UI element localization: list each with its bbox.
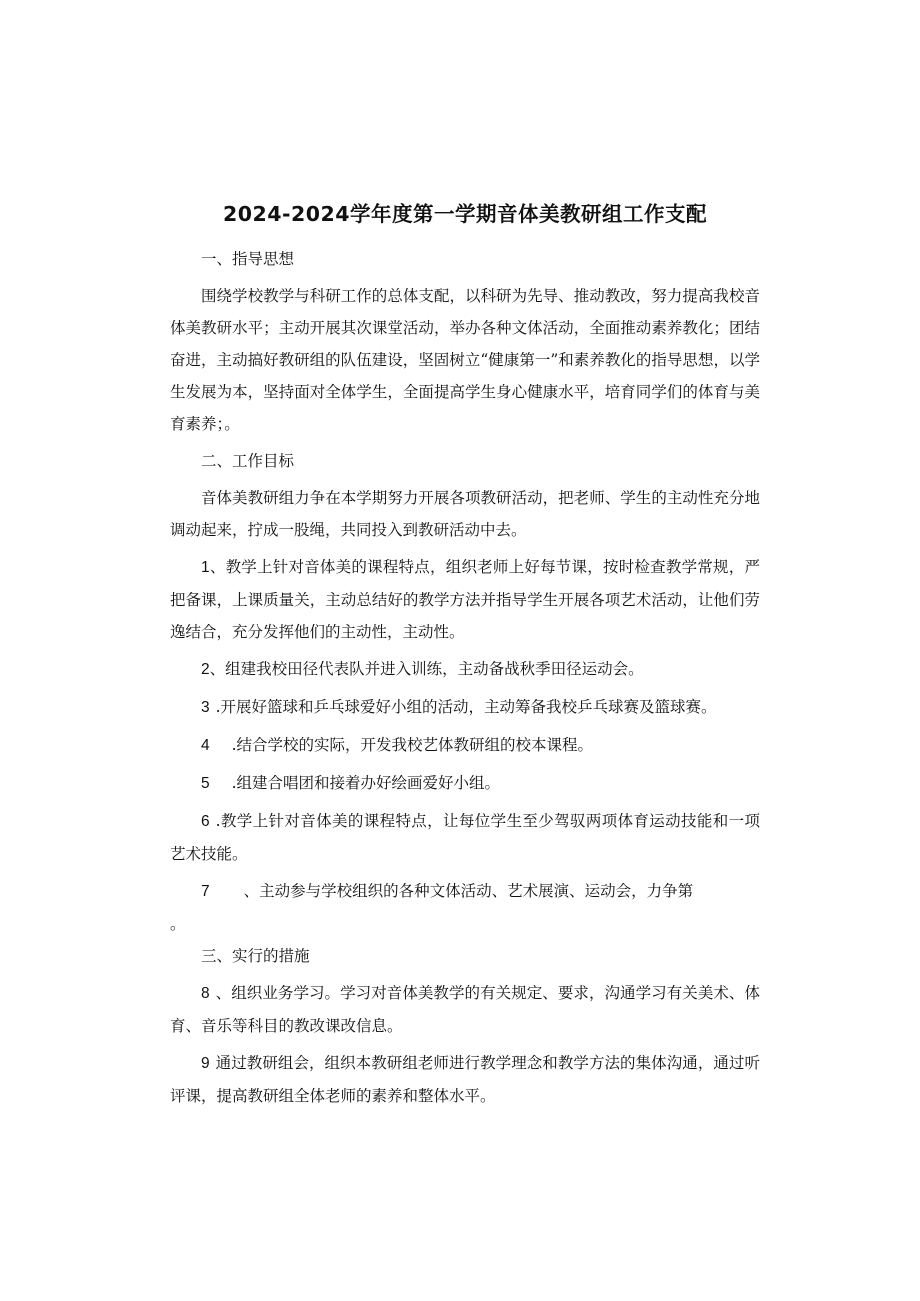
item-text: .教学上针对音体美的课程特点，让每位学生至少驾驭两项体育运动技能和一项艺术技能。 (170, 812, 760, 863)
item-text: 、组织业务学习。学习对音体美教学的有关规定、要求，沟通学习有关美术、体育、音乐等科目的教改课改信息。 (170, 984, 760, 1035)
list-item (170, 805, 760, 870)
item-text: 、主动参与学校组织的各种文体活动、艺术展演、运动会，力争第 (243, 882, 694, 900)
list-item (170, 767, 760, 800)
list-item (170, 1047, 760, 1112)
section-heading-guiding-ideology: 一、指导思想 (201, 250, 295, 268)
item-number: 4 (201, 737, 210, 754)
list-item (170, 729, 760, 762)
document-body (170, 243, 760, 1112)
section-intro: 音体美教研组力争在本学期努力开展各项教研活动，把老师、学生的主动性充分地调动起来，拧成一股绳，共同投入到教研活动中去。 (170, 489, 760, 539)
item-text: .组建合唱团和接着办好绘画爱好小组。 (231, 774, 501, 792)
item-number: 2 (201, 661, 210, 678)
document-title: 2024-2024学年度第一学期音体美教研组工作支配 (222, 202, 708, 226)
list-item (170, 691, 760, 724)
item-text: .开展好篮球和乒乓球爱好小组的活动，主动筹备我校乒乓球赛及篮球赛。 (215, 698, 717, 716)
item-text: .结合学校的实际，开发我校艺体教研组的校本课程。 (231, 736, 594, 754)
section-heading-measures: 三、实行的措施 (201, 947, 310, 965)
list-item (170, 653, 760, 686)
item-number: 3 (201, 699, 210, 716)
item-number: 8 (201, 985, 210, 1002)
list-item (170, 875, 760, 908)
list-item (170, 977, 760, 1042)
item-text: 通过教研组会，组织本教研组老师进行教学理念和教学方法的集体沟通，通过听评课，提高教研组全体老师的素养和整体水平。 (170, 1054, 760, 1105)
item-number: 9 (201, 1055, 210, 1072)
list-item-continuation: 。 (170, 915, 186, 933)
section-paragraph: 围绕学校教学与科研工作的总体支配，以科研为先导、推动教改，努力提高我校音体美教研水平；主动开展其次课堂活动，举办各种文体活动，全面推动素养教化；团结奋进，主动搞好教研组的队伍建设，坚固树立“健康第一”和素养教化的指导思想，以学生发展为本，坚持面对全体学生，全面提高学生身心健康水平，培育同学们的体育与美育素养；。 (170, 287, 760, 433)
item-text: 、教学上针对音体美的课程特点，组织老师上好每节课，按时检查教学常规，严把备课，上课质量关，主动总结好的教学方法并指导学生开展各项艺术活动，让他们劳逸结合，充分发挥他们的主动性，主动性。 (170, 558, 760, 641)
item-text: 、组建我校田径代表队并进入训练，主动备战秋季田径运动会。 (209, 660, 644, 678)
list-item (170, 551, 760, 648)
item-number: 7 (201, 883, 210, 900)
item-number: 6 (201, 813, 210, 830)
section-heading-work-goals: 二、工作目标 (201, 452, 295, 470)
item-number: 5 (201, 775, 210, 792)
item-number: 1 (201, 559, 210, 576)
